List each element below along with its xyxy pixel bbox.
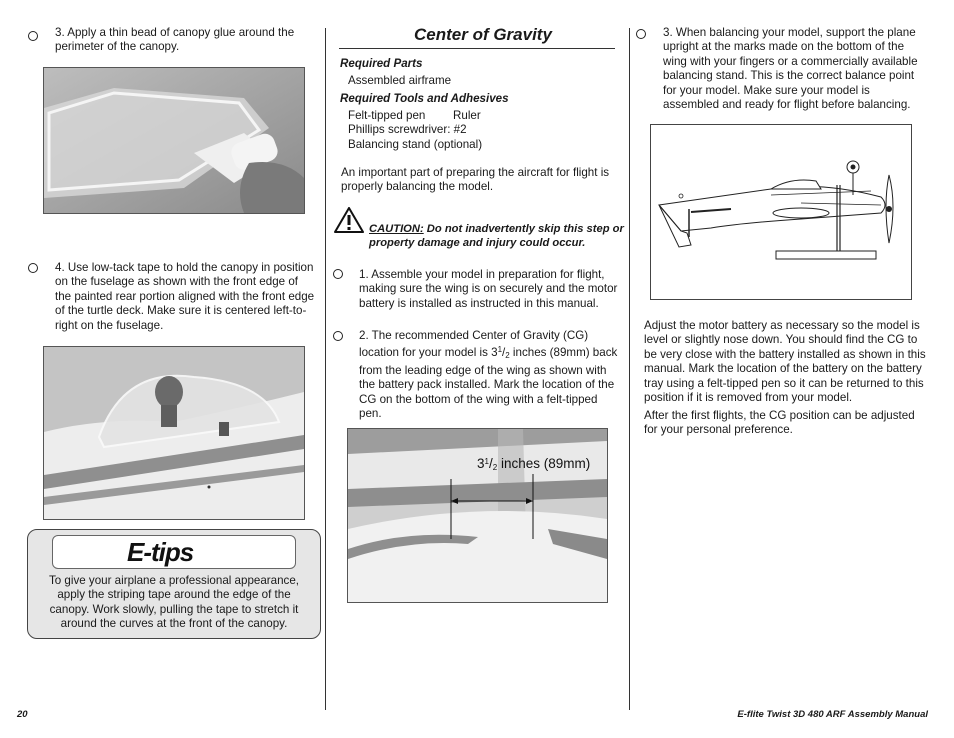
caution-label: CAUTION: — [369, 223, 424, 235]
diagram-balancing-plane — [650, 124, 912, 300]
column-divider-left — [325, 28, 326, 710]
warning-icon — [334, 207, 364, 238]
section-title: Center of Gravity — [414, 25, 552, 44]
required-tools-heading: Required Tools and Adhesives — [340, 92, 509, 105]
step2-slash: / — [502, 346, 506, 360]
step3-right-text: 3. When balancing your model, support the plane upright at the marks made on the bottom of the wing with your fingers or a commercially available balancing stand. This is the correct balance point for your model. Make sure your model is assembled and ready for flight before balancing. — [663, 26, 918, 112]
checkbox-step3-left[interactable] — [28, 31, 38, 41]
photo-canopy-tape — [43, 346, 305, 520]
etips-logo: E-tips — [127, 537, 194, 567]
cg-label-slash: / — [488, 456, 493, 471]
required-parts-heading: Required Parts — [340, 57, 423, 70]
checkbox-step4-left[interactable] — [28, 263, 38, 273]
step2-sub: 2 — [505, 351, 510, 361]
adjust-text: Adjust the motor battery as necessary so the model is level or slightly nose down. You should find the CG to be very close with the battery installed as shown in this manual. Mark the location of the battery on the battery tray using a felt-tipped pen so it can be returned to this position if it is removed from your model. — [644, 319, 926, 405]
step4-left-text: 4. Use low-tack tape to hold the canopy in position on the fuselage as shown with the front edge of the painted rear portion aligned with the front edge of the turtle deck. Make sure it is centered left-to-right on the fuselage. — [55, 261, 315, 332]
manual-title: E-flite Twist 3D 480 ARF Assembly Manual — [737, 709, 928, 720]
cg-label-rest: inches (89mm) — [497, 456, 591, 471]
cg-label-sub: 2 — [492, 463, 498, 472]
title-underline — [339, 48, 615, 49]
step2-middle-text — [359, 329, 621, 421]
cg-label-sup: 1 — [484, 457, 489, 466]
step2-post: inches (89mm) back from the leading edge of the wing as shown with the battery pack installed. Mark the location of the CG on the bottom of the wing with a felt-tipped pen. — [359, 346, 618, 421]
tool-screwdriver: Phillips screwdriver: #2 — [348, 123, 467, 136]
page-number: 20 — [17, 709, 28, 720]
cg-measurement-label — [477, 456, 590, 472]
intro-text: An important part of preparing the aircraft for flight is properly balancing the model. — [341, 166, 610, 194]
etips-logo-frame — [52, 535, 296, 569]
after-text: After the first flights, the CG position can be adjusted for your personal preference. — [644, 409, 915, 437]
checkbox-step1-middle[interactable] — [333, 269, 343, 279]
required-part-item: Assembled airframe — [348, 74, 452, 87]
tool-ruler: Ruler — [453, 109, 481, 122]
cg-label-whole: 3 — [477, 456, 485, 471]
step2-sup: 1 — [497, 345, 503, 355]
checkbox-step2-middle[interactable] — [333, 331, 343, 341]
caution-message: Do not inadvertently skip this step or property damage and injury could occur. — [369, 223, 624, 250]
tool-felt-pen: Felt-tipped pen — [348, 109, 426, 122]
caution-text — [369, 222, 624, 251]
tool-balancing-stand: Balancing stand (optional) — [348, 138, 483, 151]
etips-box — [27, 529, 321, 639]
checkbox-step3-right[interactable] — [636, 29, 646, 39]
step1-middle-text: 1. Assemble your model in preparation for flight, making sure the wing is on securely and the motor battery is installed as instructed in this manual. — [359, 268, 618, 310]
photo-canopy-glue — [43, 67, 305, 214]
photo-cg-measurement — [347, 428, 608, 603]
step2-pre: 2. The recommended Center of Gravity (CG) location for your model is 3 — [359, 329, 589, 360]
etips-text: To give your airplane a professional appearance, apply the striping tape around the edge of the canopy. Work slowly, pulling the tape to stretch it around the curves at the front of the canopy. — [48, 574, 300, 631]
column-divider-right — [629, 28, 630, 710]
step3-left-text: 3. Apply a thin bead of canopy glue around the perimeter of the canopy. — [55, 26, 295, 54]
